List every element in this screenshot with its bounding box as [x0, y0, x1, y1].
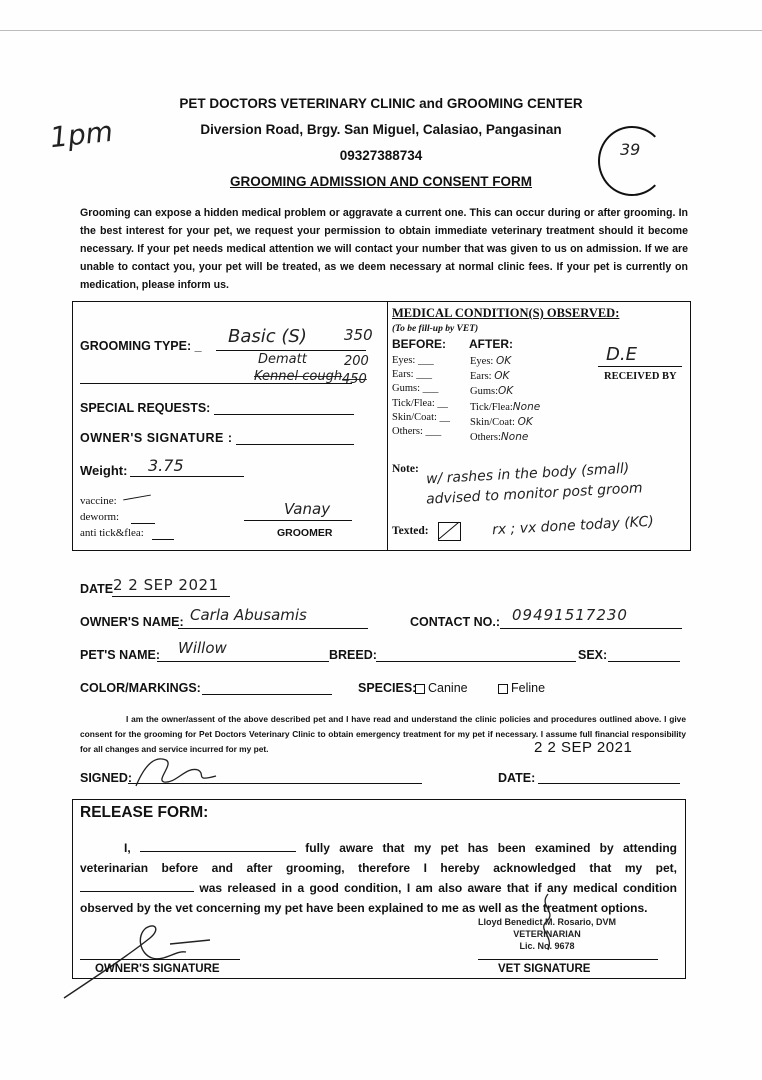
date-label: DATE: [80, 582, 114, 596]
page-fold-line: [0, 30, 762, 31]
consent-stamp-date: 2 2 SEP 2021: [534, 739, 633, 756]
antitick-label: anti tick&flea:: [80, 527, 144, 539]
consent-paragraph: I am the owner/assent of the above described pet and I have read and understand the clinic policies and procedures outlined above. I give consent for the grooming for Pet Doctors Veterinary Clinic to obtain emergency treatment for my pet if necessary. I assume full financial responsibility for all changes and service incurred for my pet.: [80, 714, 686, 754]
extra-service-2[interactable]: Kennel cough: [254, 369, 343, 384]
date-line: [112, 596, 230, 597]
handwritten-time: 1pm: [48, 114, 115, 155]
grooming-extra-line: [80, 383, 352, 384]
after-gums-label: Gums:: [470, 386, 499, 398]
release-pet-name-field[interactable]: [80, 879, 194, 892]
before-others[interactable]: Others: ___: [392, 426, 442, 438]
release-i: I,: [124, 841, 131, 855]
box-divider: [387, 301, 388, 551]
breed-field[interactable]: [376, 661, 576, 662]
clinic-name: PET DOCTORS VETERINARY CLINIC and GROOMING CENTER: [179, 96, 583, 111]
feline-label: Feline: [511, 681, 546, 695]
clinic-phone: 09327388734: [339, 148, 423, 163]
vet-license: Lic. No. 9678: [519, 941, 575, 951]
vaccine-label: vaccine:: [80, 495, 117, 507]
clinic-address: Diversion Road, Brgy. San Miguel, Calasiao, Pangasinan: [200, 122, 562, 137]
sex-label: SEX:: [578, 648, 608, 662]
after-others-value[interactable]: None: [500, 431, 529, 444]
weight-line: [130, 476, 244, 477]
owner-signature-label: OWNER'S SIGNATURE :: [80, 431, 233, 445]
weight-value[interactable]: 3.75: [148, 456, 184, 475]
pet-name-value[interactable]: Willow: [178, 639, 227, 657]
before-label: BEFORE:: [392, 337, 446, 351]
feline-checkbox[interactable]: [498, 684, 508, 694]
sex-field[interactable]: [608, 661, 680, 662]
after-gums-value[interactable]: OK: [498, 385, 514, 398]
special-requests-label: SPECIAL REQUESTS:: [80, 401, 211, 415]
vet-signature-scribble: [518, 886, 578, 956]
extra-service-1-price[interactable]: 200: [344, 354, 369, 369]
groomer-name[interactable]: Vanay: [284, 500, 331, 518]
pet-name-line: [157, 661, 329, 662]
grooming-type-price[interactable]: 350: [344, 326, 373, 344]
release-owner-sig-line[interactable]: [80, 959, 240, 960]
after-ears-value[interactable]: OK: [494, 370, 510, 383]
pet-name-label: PET'S NAME:: [80, 648, 161, 662]
owner-name-line: [178, 628, 368, 629]
owner-name-label: OWNER'S NAME:: [80, 615, 184, 629]
after-eyes-value[interactable]: OK: [495, 355, 512, 367]
after-eyes-label: Eyes:: [470, 356, 494, 367]
release-vet-sig-label: VET SIGNATURE: [498, 963, 591, 975]
release-title: RELEASE FORM:: [80, 804, 209, 821]
after-skincoat-value[interactable]: OK: [517, 415, 533, 428]
before-gums[interactable]: Gums: ___: [392, 383, 439, 395]
consent-date-field[interactable]: [538, 783, 680, 784]
contact-line: [500, 628, 682, 629]
canine-label: Canine: [428, 681, 468, 695]
color-label: COLOR/MARKINGS:: [80, 681, 201, 695]
grooming-type-value[interactable]: Basic (S): [228, 326, 307, 347]
weight-label: Weight:: [80, 463, 128, 478]
after-others-label: Others:: [470, 432, 501, 444]
after-tickflea-value[interactable]: None: [512, 400, 541, 413]
received-by-line: [598, 366, 682, 367]
medical-subtitle: (To be fill-up by VET): [392, 324, 479, 334]
breed-label: BREED:: [329, 648, 377, 662]
grooming-type-label: GROOMING TYPE: _: [80, 339, 202, 353]
received-by-label: RECEIVED BY: [604, 371, 677, 382]
before-tickflea[interactable]: Tick/Flea: __: [392, 397, 448, 409]
intro-paragraph: Grooming can expose a hidden medical problem or aggravate a current one. This can occur during or after grooming. In the best interest for your pet, we request your permission to obtain immediate veterinary treatment should it become necessary. If your pet needs medical attention we will contact your number that was given to us on admission. If we are unable to contact you, your pet will be treated, as we deem necessary at normal clinic fees. If your pet is currently on medication, please inform us.: [80, 207, 688, 291]
antitick-field[interactable]: [152, 539, 174, 540]
note-line-1[interactable]: w/ rashes in the body (small): [425, 460, 630, 488]
note-line-2[interactable]: advised to monitor post groom: [425, 480, 643, 508]
contact-value[interactable]: 09491517230: [512, 606, 628, 624]
after-tickflea-label: Tick/Flea:: [470, 401, 513, 413]
release-owner-sig-label: OWNER'S SIGNATURE: [95, 963, 220, 975]
extra-service-1[interactable]: Dematt: [258, 352, 307, 367]
texted-label: Texted:: [392, 525, 429, 537]
medical-title: MEDICAL CONDITION(S) OBSERVED:: [392, 306, 620, 320]
groomer-line: [244, 520, 352, 521]
after-skincoat-label: Skin/Coat:: [470, 416, 515, 428]
species-label: SPECIES:: [358, 681, 417, 695]
grooming-type-line: [216, 350, 366, 351]
groomer-label: GROOMER: [277, 527, 333, 539]
release-text-1: fully aware that my pet has been examined by attending veterinarian before and after grooming, therefore I hereby acknowledged that my pet,: [80, 841, 677, 875]
contact-label: CONTACT NO.:: [410, 615, 501, 629]
date-value[interactable]: 2 2 SEP 2021: [113, 576, 219, 594]
before-eyes[interactable]: Eyes: ___: [392, 355, 434, 366]
deworm-field[interactable]: [131, 523, 155, 524]
owner-signature-field[interactable]: [236, 444, 354, 445]
release-vet-sig-line[interactable]: [478, 959, 658, 960]
before-ears[interactable]: Ears: ___: [392, 369, 432, 381]
before-list: [392, 354, 450, 439]
received-by-value[interactable]: D.E: [606, 344, 637, 365]
special-requests-field[interactable]: [214, 414, 354, 415]
note-label: Note:: [392, 463, 419, 475]
handwritten-number: 39: [620, 140, 641, 159]
after-list: [470, 354, 540, 445]
canine-checkbox[interactable]: [415, 684, 425, 694]
consent-date-label: DATE:: [498, 771, 536, 785]
extra-service-2-price[interactable]: 450: [342, 372, 367, 387]
vet-title: VETERINARIAN: [513, 929, 581, 939]
signed-label: SIGNED:: [80, 771, 133, 785]
owner-name-value[interactable]: Carla Abusamis: [190, 606, 307, 624]
texted-checkbox[interactable]: [438, 522, 461, 541]
form-title: GROOMING ADMISSION AND CONSENT FORM: [230, 174, 532, 189]
deworm-label: deworm:: [80, 511, 120, 523]
release-paragraph: [80, 838, 677, 918]
release-owner-name-field[interactable]: [140, 839, 296, 852]
release-text-2: was released in a good condition, I am also aware that if any medical condition observed by the vet concerning my pet have been explained to me as well as the treatment options.: [80, 881, 678, 915]
before-skincoat[interactable]: Skin/Coat: __: [392, 411, 451, 423]
release-owner-signature-scribble: [60, 914, 220, 1002]
note-line-3[interactable]: rx ; vx done today (KC): [491, 513, 655, 539]
after-label: AFTER:: [469, 337, 513, 351]
owner-signature-scribble: [126, 752, 230, 792]
color-field[interactable]: [202, 694, 332, 695]
after-ears-label: Ears:: [470, 371, 492, 383]
vet-name: Lloyd Benedict M. Rosario, DVM: [477, 917, 616, 927]
